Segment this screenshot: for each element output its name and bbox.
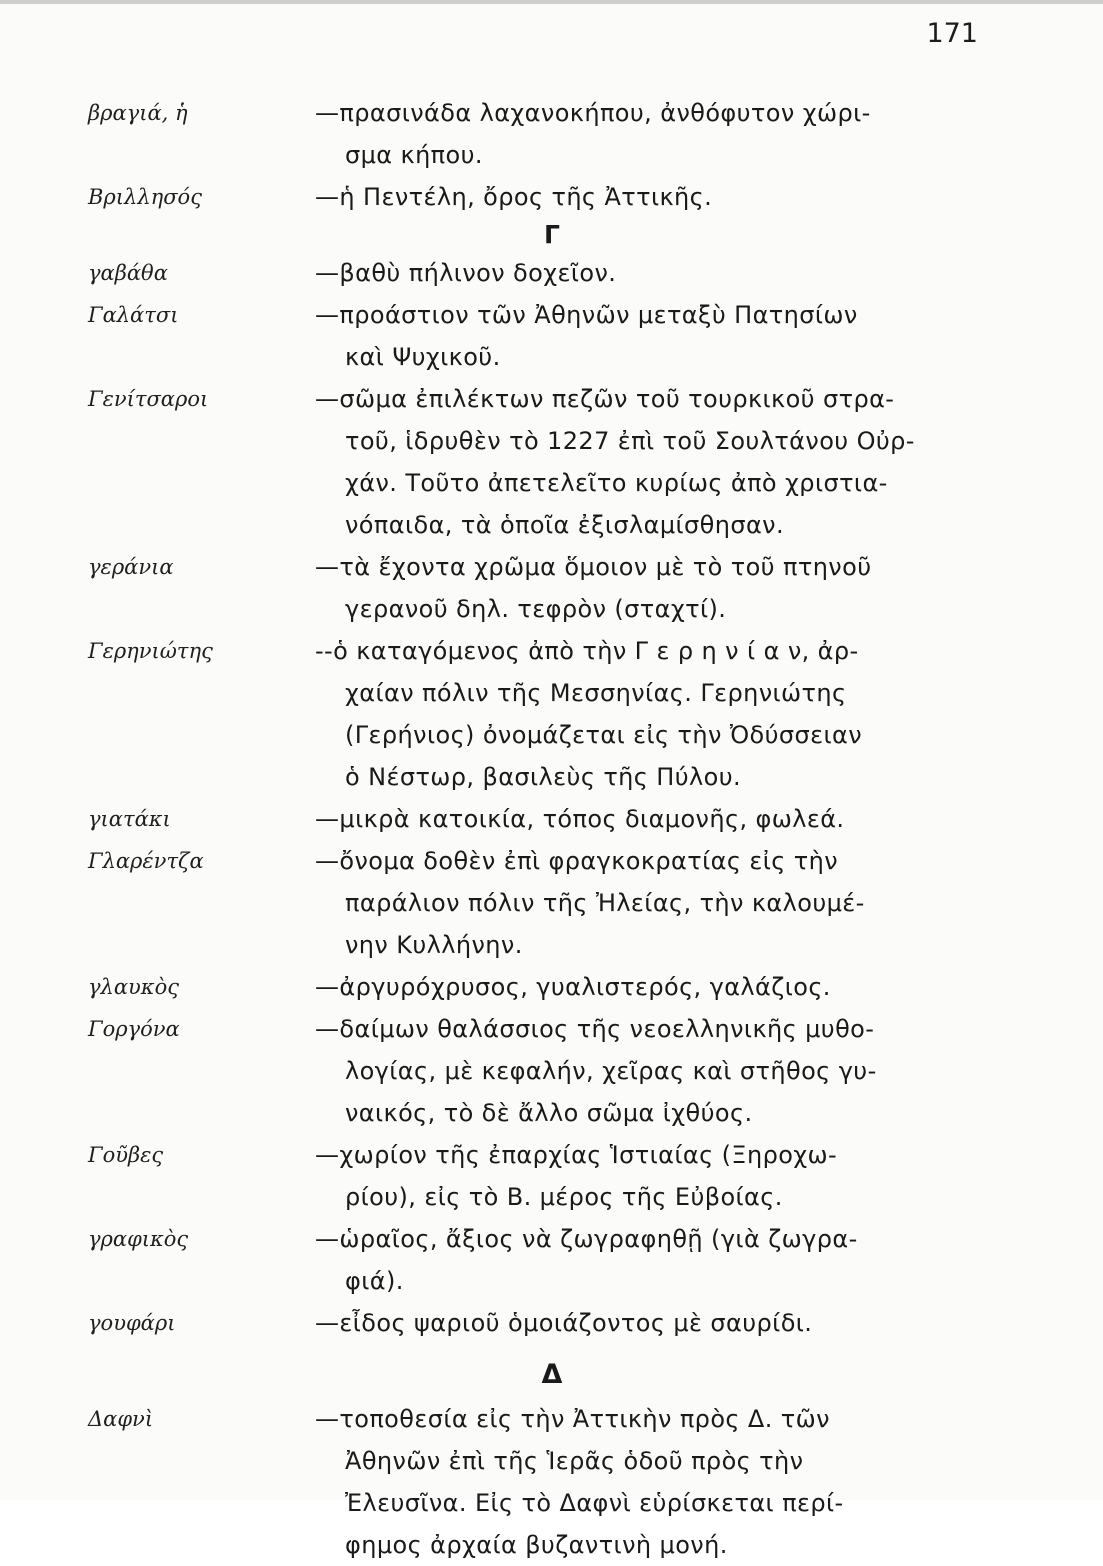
definition-line: ναικός, τὸ δὲ ἄλλο σῶμα ἰχθύος. — [345, 1099, 753, 1127]
glossary-entry-vrilissos — [0, 176, 1103, 218]
entry-definition — [315, 840, 980, 966]
definition-line: —σῶμα ἐπιλέκτων πεζῶν τοῦ τουρκικοῦ στρα- — [315, 385, 895, 413]
definition-line: νόπαιδα, τὰ ὁποῖα ἐξισλαμίσθησαν. — [345, 511, 785, 539]
definition-line: —ὡραῖος, ἄξιος νὰ ζωγραφηθῇ (γιὰ ζωγρα- — [315, 1225, 858, 1253]
entry-term: Γοῦβες — [88, 1143, 164, 1167]
entry-term: γιατάκι — [88, 807, 171, 831]
entry-definition — [315, 798, 980, 840]
definition-line: —πρασινάδα λαχανοκήπου, ἀνθόφυτον χώρι- — [315, 99, 871, 127]
glossary-entry-giataki — [0, 798, 1103, 840]
definition-line: —μικρὰ κατοικία, τόπος διαμονῆς, φωλεά. — [315, 805, 845, 833]
entry-term: Γενίτσαροι — [88, 387, 209, 411]
glossary-entry-gerinioti — [0, 630, 1103, 798]
definition-line: γερανοῦ δηλ. τεφρὸν (σταχτί). — [345, 595, 727, 623]
definition-line: παράλιον πόλιν τῆς Ἠλείας, τὴν καλουμέ- — [345, 889, 865, 917]
entry-term: Γλαρέντζα — [88, 849, 204, 873]
entry-term: γουφάρι — [88, 1311, 176, 1335]
definition-line: λογίας, μὲ κεφαλήν, χεῖρας καὶ στῆθος γυ- — [345, 1057, 877, 1085]
definition-line: —ἀργυρόχρυσος, γυαλιστερός, γαλάζιος. — [315, 973, 831, 1001]
glossary-entry-glafkos — [0, 966, 1103, 1008]
definition-line: —προάστιον τῶν Ἀθηνῶν μεταξὺ Πατησίων — [315, 301, 858, 329]
definition-line: —βαθὺ πήλινον δοχεῖον. — [315, 259, 617, 287]
definition-line: ρίου), εἰς τὸ Β. μέρος τῆς Εὐβοίας. — [345, 1183, 783, 1211]
glossary-entry-galatsi — [0, 294, 1103, 378]
section-heading-delta: Δ — [541, 1359, 563, 1390]
entry-definition — [315, 630, 980, 798]
entry-definition — [315, 966, 980, 1008]
definition-line: —ὄνομα δοθὲν ἐπὶ φραγκοκρατίας εἰς τὴν — [315, 847, 839, 875]
definition-line: σμα κήπου. — [345, 141, 483, 169]
entry-definition — [315, 378, 980, 546]
glossary-entry-genitsaroi — [0, 378, 1103, 546]
definition-line: —δαίμων θαλάσσιος τῆς νεοελληνικῆς μυθο- — [315, 1015, 875, 1043]
entry-term: γεράνια — [88, 555, 174, 579]
entry-definition — [315, 546, 980, 630]
entry-definition — [315, 176, 980, 218]
definition-line: νην Κυλλήνην. — [345, 931, 523, 959]
definition-line: —εἶδος ψαριοῦ ὁμοιάζοντος μὲ σαυρίδι. — [315, 1309, 813, 1337]
glossary-entry-gorgona — [0, 1008, 1103, 1134]
glossary-entry-grafikos — [0, 1218, 1103, 1302]
definition-line: τοῦ, ἱδρυθὲν τὸ 1227 ἐπὶ τοῦ Σουλτάνου Οὐρ- — [345, 427, 915, 455]
entry-definition — [315, 252, 980, 294]
page-number: 171 — [926, 18, 978, 49]
definition-line: Ἐλευσῖνα. Εἰς τὸ Δαφνὶ εὑρίσκεται περί- — [345, 1489, 844, 1517]
definition-line: —τὰ ἔχοντα χρῶμα ὅμοιον μὲ τὸ τοῦ πτηνοῦ — [315, 553, 872, 581]
definition-line: —ἡ Πεντέλη, ὄρος τῆς Ἀττικῆς. — [315, 183, 713, 211]
entry-term: Γερηνιώτης — [88, 639, 213, 663]
glossary-entry-dafni — [0, 1398, 1103, 1566]
entry-term: γλαυκὸς — [88, 975, 179, 999]
definition-line: καὶ Ψυχικοῦ. — [345, 343, 501, 371]
definition-line: χαίαν πόλιν τῆς Μεσσηνίας. Γερηνιώτης — [345, 679, 847, 707]
definition-line: χάν. Τοῦτο ἀπετελεῖτο κυρίως ἀπὸ χριστια- — [345, 469, 888, 497]
entry-term: Δαφνὶ — [88, 1407, 154, 1431]
entry-definition — [315, 1398, 980, 1566]
glossary-entry-goufari — [0, 1302, 1103, 1344]
entry-term: Γαλάτσι — [88, 303, 179, 327]
page-top-edge — [0, 0, 1103, 4]
definition-line: ὁ Νέστωρ, βασιλεὺς τῆς Πύλου. — [345, 763, 742, 791]
glossary-entry-glarentza — [0, 840, 1103, 966]
entry-definition — [315, 1008, 980, 1134]
section-heading-gamma: Γ — [544, 220, 560, 249]
entry-definition — [315, 294, 980, 378]
entry-term: Βριλλησός — [88, 185, 202, 209]
entry-definition — [315, 1134, 980, 1218]
entry-term: γραφικὸς — [88, 1227, 189, 1251]
definition-line: φιά). — [345, 1267, 404, 1295]
glossary-entry-gerania — [0, 546, 1103, 630]
glossary-entries — [0, 92, 1103, 1566]
glossary-entry-gavatha — [0, 252, 1103, 294]
entry-definition — [315, 1302, 980, 1344]
definition-line: (Γερήνιος) ὀνομάζεται εἰς τὴν Ὀδύσσειαν — [345, 721, 863, 749]
entry-definition — [315, 92, 980, 176]
entry-term: Γοργόνα — [88, 1017, 180, 1041]
definition-line: --ὁ καταγόμενος ἀπὸ τὴν Γ ε ρ η ν ί α ν, ἀρ- — [315, 637, 859, 665]
definition-line: φημος ἀρχαία βυζαντινὴ μονή. — [345, 1531, 728, 1559]
definition-line: —τοποθεσία εἰς τὴν Ἀττικὴν πρὸς Δ. τῶν — [315, 1405, 830, 1433]
definition-line: Ἀθηνῶν ἐπὶ τῆς Ἱερᾶς ὁδοῦ πρὸς τὴν — [345, 1447, 804, 1475]
definition-line: —χωρίον τῆς ἐπαρχίας Ἱστιαίας (Ξηροχω- — [315, 1141, 838, 1169]
entry-definition — [315, 1218, 980, 1302]
entry-term: γαβάθα — [88, 261, 168, 285]
glossary-entry-vragia — [0, 92, 1103, 176]
glossary-entry-gouves — [0, 1134, 1103, 1218]
entry-term: βραγιά, ἡ — [88, 101, 188, 125]
